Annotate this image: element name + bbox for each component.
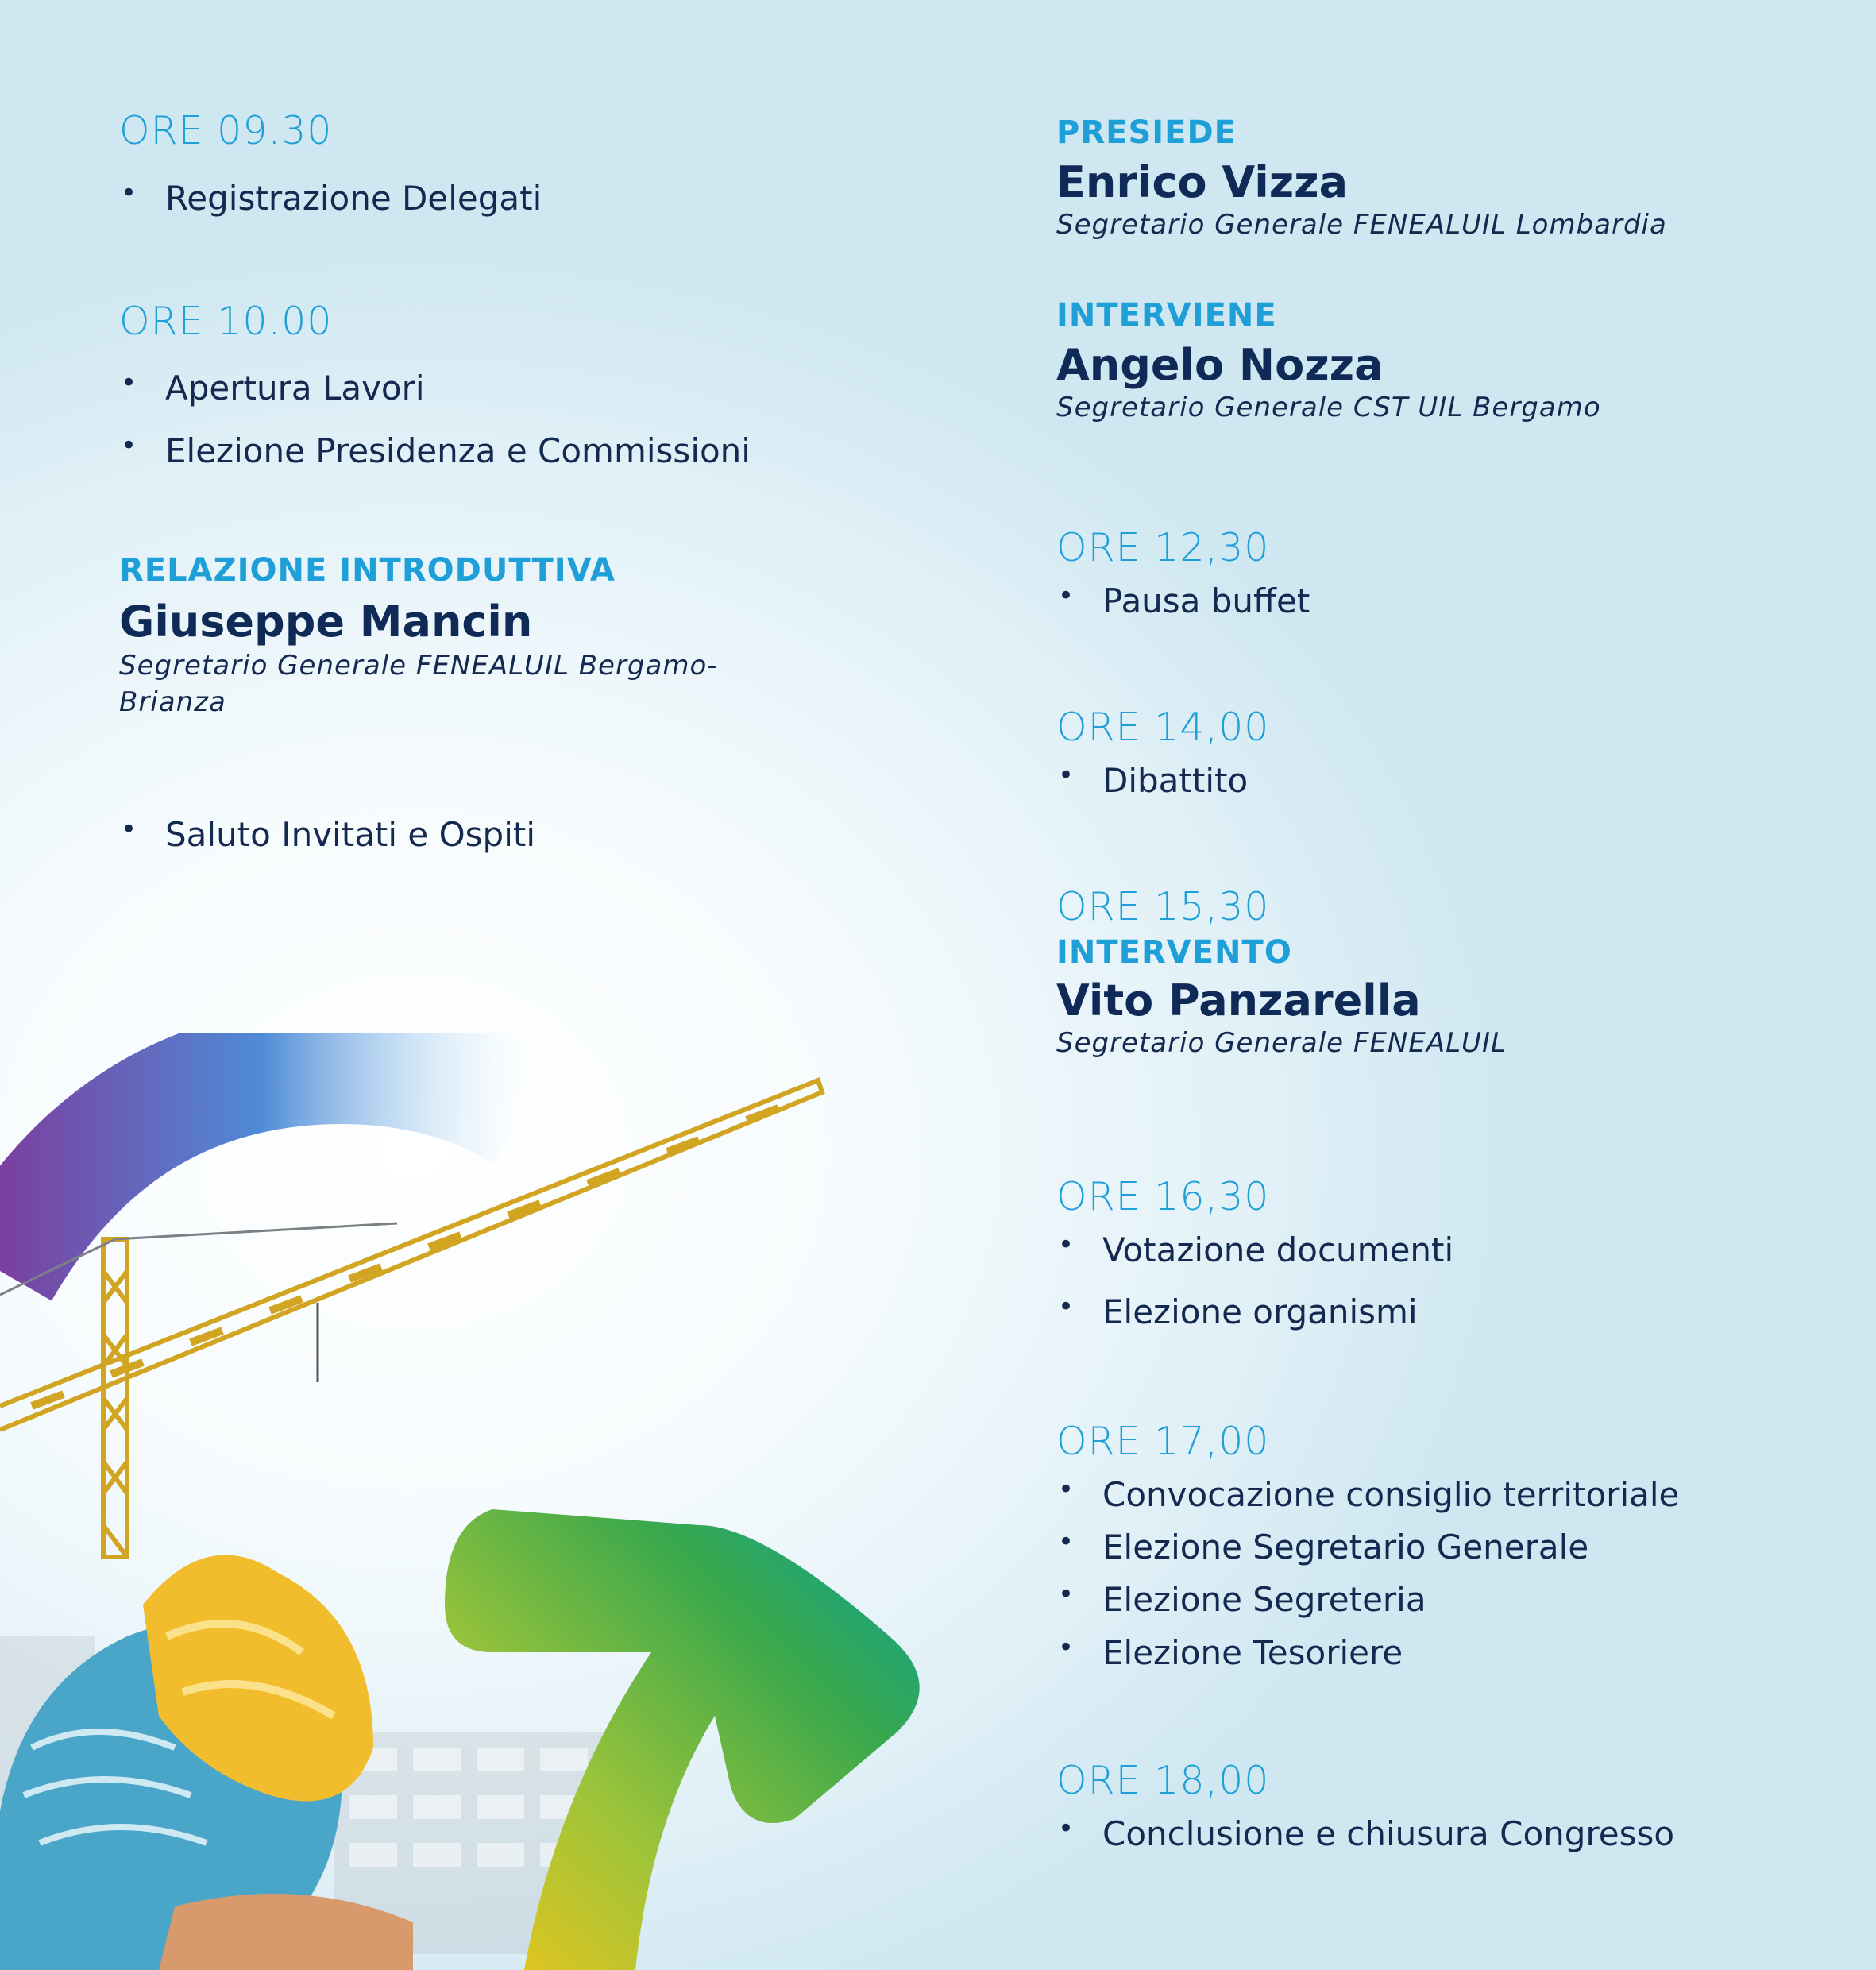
speaker-name: Giuseppe Mancin — [119, 597, 533, 647]
schedule-1000-items — [119, 369, 425, 408]
speaker-name: Angelo Nozza — [1056, 340, 1384, 390]
speaker-name: Vito Panzarella — [1056, 975, 1421, 1026]
list-item: • Dibattito — [1058, 759, 1249, 800]
gloved-handshake — [0, 1555, 413, 1970]
time-label: ORE 16,30 — [1056, 1174, 1270, 1219]
schedule-1800 — [1056, 1759, 1674, 1853]
speaker-role: Segretario Generale FENEALUIL Lombardia — [1056, 209, 1667, 241]
bullet-icon: • — [1058, 1526, 1075, 1559]
bullet-icon: • — [1058, 579, 1075, 612]
bullet-icon: • — [121, 177, 137, 209]
section-label: PRESIEDE — [1056, 114, 1237, 151]
bullet-icon: • — [1058, 1812, 1075, 1844]
schedule-1000-items-2 — [119, 432, 751, 470]
schedule-1230 — [1056, 527, 1310, 620]
list-item: • Elezione Tesoriere — [1058, 1631, 1403, 1672]
speaker-role: Brianza — [119, 686, 226, 718]
schedule-1700 — [1056, 1420, 1679, 1672]
time-label: ORE 12,30 — [1056, 525, 1270, 570]
time-label: ORE 09.30 — [119, 108, 333, 153]
speaker-role: Segretario Generale CST UIL Bergamo — [1056, 392, 1601, 424]
schedule-0930-items — [119, 177, 542, 218]
illustration — [0, 1033, 1033, 1970]
speaker-role: Segretario Generale FENEALUIL — [1056, 1026, 1507, 1059]
schedule-1000 — [119, 300, 332, 343]
bullet-icon: • — [1058, 1631, 1075, 1663]
list-item: • Votazione documenti — [1058, 1228, 1454, 1269]
list-item: • Elezione Segreteria — [1058, 1578, 1426, 1620]
bullet-icon: • — [1058, 1228, 1075, 1261]
presiede-block — [1056, 115, 1667, 244]
time-label: ORE 15,30 — [1056, 884, 1270, 929]
list-item: • Apertura Lavori — [121, 367, 425, 408]
time-label: ORE 18,00 — [1056, 1758, 1270, 1803]
saluto-item — [119, 813, 536, 854]
schedule-1630 — [1056, 1176, 1453, 1331]
interviene-block — [1056, 298, 1601, 427]
list-item: • Convocazione consiglio territoriale — [1058, 1473, 1680, 1514]
list-item: • Elezione organismi — [1058, 1291, 1418, 1332]
list-item: • Elezione Presidenza e Commissioni — [121, 430, 751, 470]
speaker-name: Enrico Vizza — [1056, 157, 1349, 207]
list-item: • Saluto Invitati e Ospiti — [121, 813, 536, 854]
list-item: • Conclusione e chiusura Congresso — [1058, 1812, 1675, 1853]
list-item: • Elezione Segretario Generale — [1058, 1526, 1589, 1567]
bullet-icon: • — [1058, 759, 1075, 791]
bullet-icon: • — [121, 430, 137, 462]
schedule-1530 — [1056, 886, 1507, 1062]
relazione-block — [119, 553, 718, 721]
bullet-icon: • — [1058, 1291, 1075, 1323]
schedule-1400 — [1056, 706, 1269, 800]
time-label: ORE 17,00 — [1056, 1419, 1270, 1464]
section-label: RELAZIONE INTRODUTTIVA — [119, 552, 616, 589]
time-label: ORE 14,00 — [1056, 705, 1270, 750]
section-label: INTERVENTO — [1056, 933, 1292, 971]
time-label: ORE 10.00 — [119, 299, 333, 344]
schedule-0930 — [119, 110, 332, 153]
bullet-icon: • — [121, 813, 137, 845]
list-item: • Registrazione Delegati — [121, 177, 542, 218]
list-item: • Pausa buffet — [1058, 579, 1310, 620]
speaker-role: Segretario Generale FENEALUIL Bergamo- — [119, 650, 718, 682]
bullet-icon: • — [121, 367, 137, 399]
bullet-icon: • — [1058, 1578, 1075, 1611]
section-label: INTERVIENE — [1056, 297, 1277, 334]
bullet-icon: • — [1058, 1473, 1075, 1505]
